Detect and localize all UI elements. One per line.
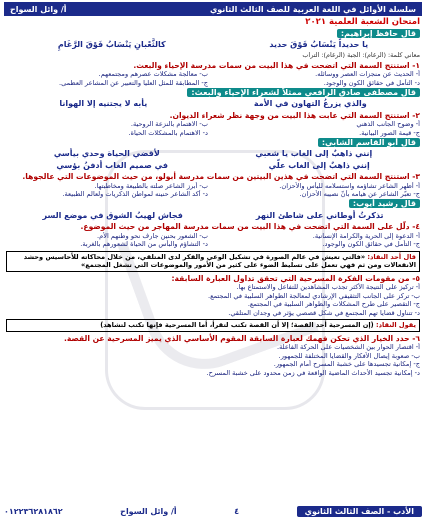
option[interactable]: د- الاهتمام بالمشكلات الحياة. bbox=[128, 128, 208, 137]
section-1b-label: قال مصطفى صادق الرافعي ممثلاً لشعراء الإحياء والبعث: bbox=[6, 88, 420, 98]
option[interactable]: ج- المطابقة للمثل العليا والتعبير عن المشاعر العظمى. bbox=[59, 78, 208, 87]
question-6-options bbox=[6, 343, 420, 377]
question-1: ١- استنتج السمة التي اتضحت في هذا البيت من سمات مدرسة الإحياء والبعث. bbox=[133, 60, 420, 70]
question-5: ٥- من مقومات الفكرة المسرحية التي تحقق تداول العبارة السابقة: bbox=[171, 273, 420, 283]
page-header bbox=[4, 2, 422, 16]
question-1-options bbox=[6, 70, 420, 87]
header-author: أ/ وائل السواح bbox=[10, 4, 67, 14]
option[interactable]: أ- اقتصار الحوار بين الشخصيات على الحركة الفاعلة. bbox=[277, 343, 420, 352]
option[interactable]: ب- الاهتمام بالنزعة الروحية. bbox=[130, 120, 208, 129]
critic-quote-box bbox=[6, 251, 420, 272]
option[interactable]: أ- تركيز على النتيجة الأكثر تجذب المشاهدين للتفاعل والاستمتاع بها. bbox=[236, 283, 420, 292]
verse-2: والذي يزرعُ التهاون في الأمة يأبه لا يجتنيه إلا الهوانا bbox=[59, 99, 367, 109]
course-label: الأدب - الصف الثالث الثانوي bbox=[297, 506, 422, 517]
exam-title: امتحان الشعبة العلمية ٢٠٢١ bbox=[305, 17, 420, 27]
option[interactable]: ج- إمكانية تجسيدها على خشبة المسرح أمام الجمهور. bbox=[273, 360, 420, 369]
option[interactable]: د- التأمل في حقائق الكون والوجود. bbox=[323, 78, 420, 87]
option[interactable]: ج- التقصير على طرح المشكلات والظواهر السلبية في المجتمع. bbox=[247, 300, 420, 309]
option[interactable]: د- إمكانية تجسيد الأحداث الماضية الواقعة في زمن محدود على خشبة المسرح. bbox=[206, 368, 420, 377]
section-1-label bbox=[6, 29, 420, 39]
question-3-options bbox=[6, 182, 420, 199]
verse-half-right: يا حديداً يَنْسَابُ فَوْقَ حديد bbox=[269, 40, 369, 50]
question-4-options bbox=[6, 232, 420, 249]
word-meaning-note: معاني كلمة: (الرغام): الجبة (الرغام): التراب bbox=[302, 51, 420, 60]
saying-label: يقول النقاد: bbox=[375, 321, 416, 330]
option[interactable]: أ- الدعوة إلى الحرية والكرامة الإنسانية. bbox=[312, 231, 420, 240]
page-footer bbox=[4, 504, 422, 518]
option[interactable]: ب- تركز على الجانب التثقيفي الإرشادي لمعالجة الظواهر السلبية في المجتمع. bbox=[207, 291, 420, 300]
question-3: ٣- استنتج السمة التي اتضحت في هذين البيتين من سمات مدرسة أبولو، من حيث الموضوعات التي عالجوها. bbox=[22, 171, 420, 181]
option[interactable]: ج- قيمة الصور البيانية. bbox=[359, 128, 420, 137]
page-number: ٤ bbox=[234, 506, 240, 516]
question-2: ٢- استنتج السمة التي عابت هذا البيت من وجهة نظر شعراء الديوان. bbox=[169, 110, 420, 120]
option[interactable]: د- التشاؤم والبأس من الحياة لشعورهم بالغربة. bbox=[80, 240, 208, 249]
question-5-options bbox=[6, 283, 420, 317]
verse-4: إنني ذاهبٌ إلى الغاب علّي في صميم الغاب أدفنُ بؤسي bbox=[56, 160, 370, 170]
option[interactable]: ج- التأمل في حقائق الكون والوجود. bbox=[322, 240, 420, 249]
footer-author: أ/ وائل السواح bbox=[120, 506, 177, 516]
option[interactable]: د- تتناول قضايا تهم المجتمع في شكل قصصي يؤثر في وجدان المتلقي. bbox=[228, 308, 420, 317]
option[interactable]: ب- صعوبة إيصال الأفكار والقضايا المختلفة للجمهور. bbox=[278, 351, 420, 360]
quote-text: «فالتي تعيش في عالم الصورة في تشكيل الوعي والفكر لدى المتلقي، من خلال محاكاته للأحاسيس وحشد الانفعالات ومن ثم فهي تعمل على تسليط الضوء على كثير من الأمور والموضوعات التي تشغل المجتمع» bbox=[23, 252, 416, 270]
option[interactable]: ج- تعبّر الشاعر عن هيامه بأنّ نصيبه الأحزان. bbox=[299, 190, 420, 199]
option[interactable]: ب- الشعور بحنين جارف نحو وطنهم الأم. bbox=[97, 231, 208, 240]
question-2-options bbox=[6, 120, 420, 137]
question-4: ٤- دلّل على السمة التي اتضحت في هذا البيت من سمات مدرسة المهاجر من حيث الموضوع. bbox=[80, 221, 420, 231]
quote-label: قال أحد النقاد: bbox=[367, 252, 416, 261]
option[interactable]: أ- أظهر الشاعر تشاؤمه واستسلامه لليأس والأحزان. bbox=[279, 181, 420, 190]
verse-5: تذكرتُ أوطاني على شاطئ النهر فجاش لهيبُ الشوق في موضع السر bbox=[42, 210, 384, 220]
verse-1 bbox=[6, 40, 420, 50]
option[interactable]: أ- وضوح الجانب الذهني bbox=[356, 120, 420, 129]
option[interactable]: أ- الحديث عن منجزات العصر ووسائله. bbox=[315, 70, 420, 79]
exam-content bbox=[6, 17, 420, 502]
section-2-label: قال أبو القاسم الشابي: bbox=[6, 138, 420, 148]
verse-half-left: كالثَّعْبانِ يَنْسَابُ فَوْقَ الرَّغَامِ bbox=[57, 40, 166, 50]
section-3-label: قال رشيد أيوب: bbox=[6, 199, 420, 209]
option[interactable]: ب- معالجة مشكلات عصرهم ومجتمعهم. bbox=[98, 70, 208, 79]
poet-label: قال حافظ إبراهيم: bbox=[337, 29, 420, 38]
verse-3: إنني ذاهبٌ إلى الغاب يا شعبي لأقضي الحياة وحدي بيأسي bbox=[53, 149, 373, 159]
phone-number: ٠١٢٢٣٦٢٨١٨٦٢ bbox=[4, 506, 63, 516]
saying-text: (إن المسرحية أحد القصة؛ إلا أن القصة تكتب لتقرأ، أما المسرحية فإنها تكتب لتشاهد) bbox=[100, 321, 374, 330]
series-title: سلسلة الأوائل في اللغة العربية للصف الثالث الثانوي bbox=[209, 4, 416, 14]
critics-saying-box bbox=[6, 319, 420, 331]
question-6: ٦- حدد الخيار الذي تحكن فهمك لعبارة السابقة المقوم الأساسي الذي يميز المسرحية عن القصة. bbox=[64, 333, 420, 343]
option[interactable]: د- أكد الشاعر حنينه لمواطن الذكريات ولعالم الطبيعة. bbox=[62, 190, 208, 199]
option[interactable]: ب- أبرز الشاعر صلته بالطبيعة ومخاطبتها. bbox=[94, 181, 208, 190]
